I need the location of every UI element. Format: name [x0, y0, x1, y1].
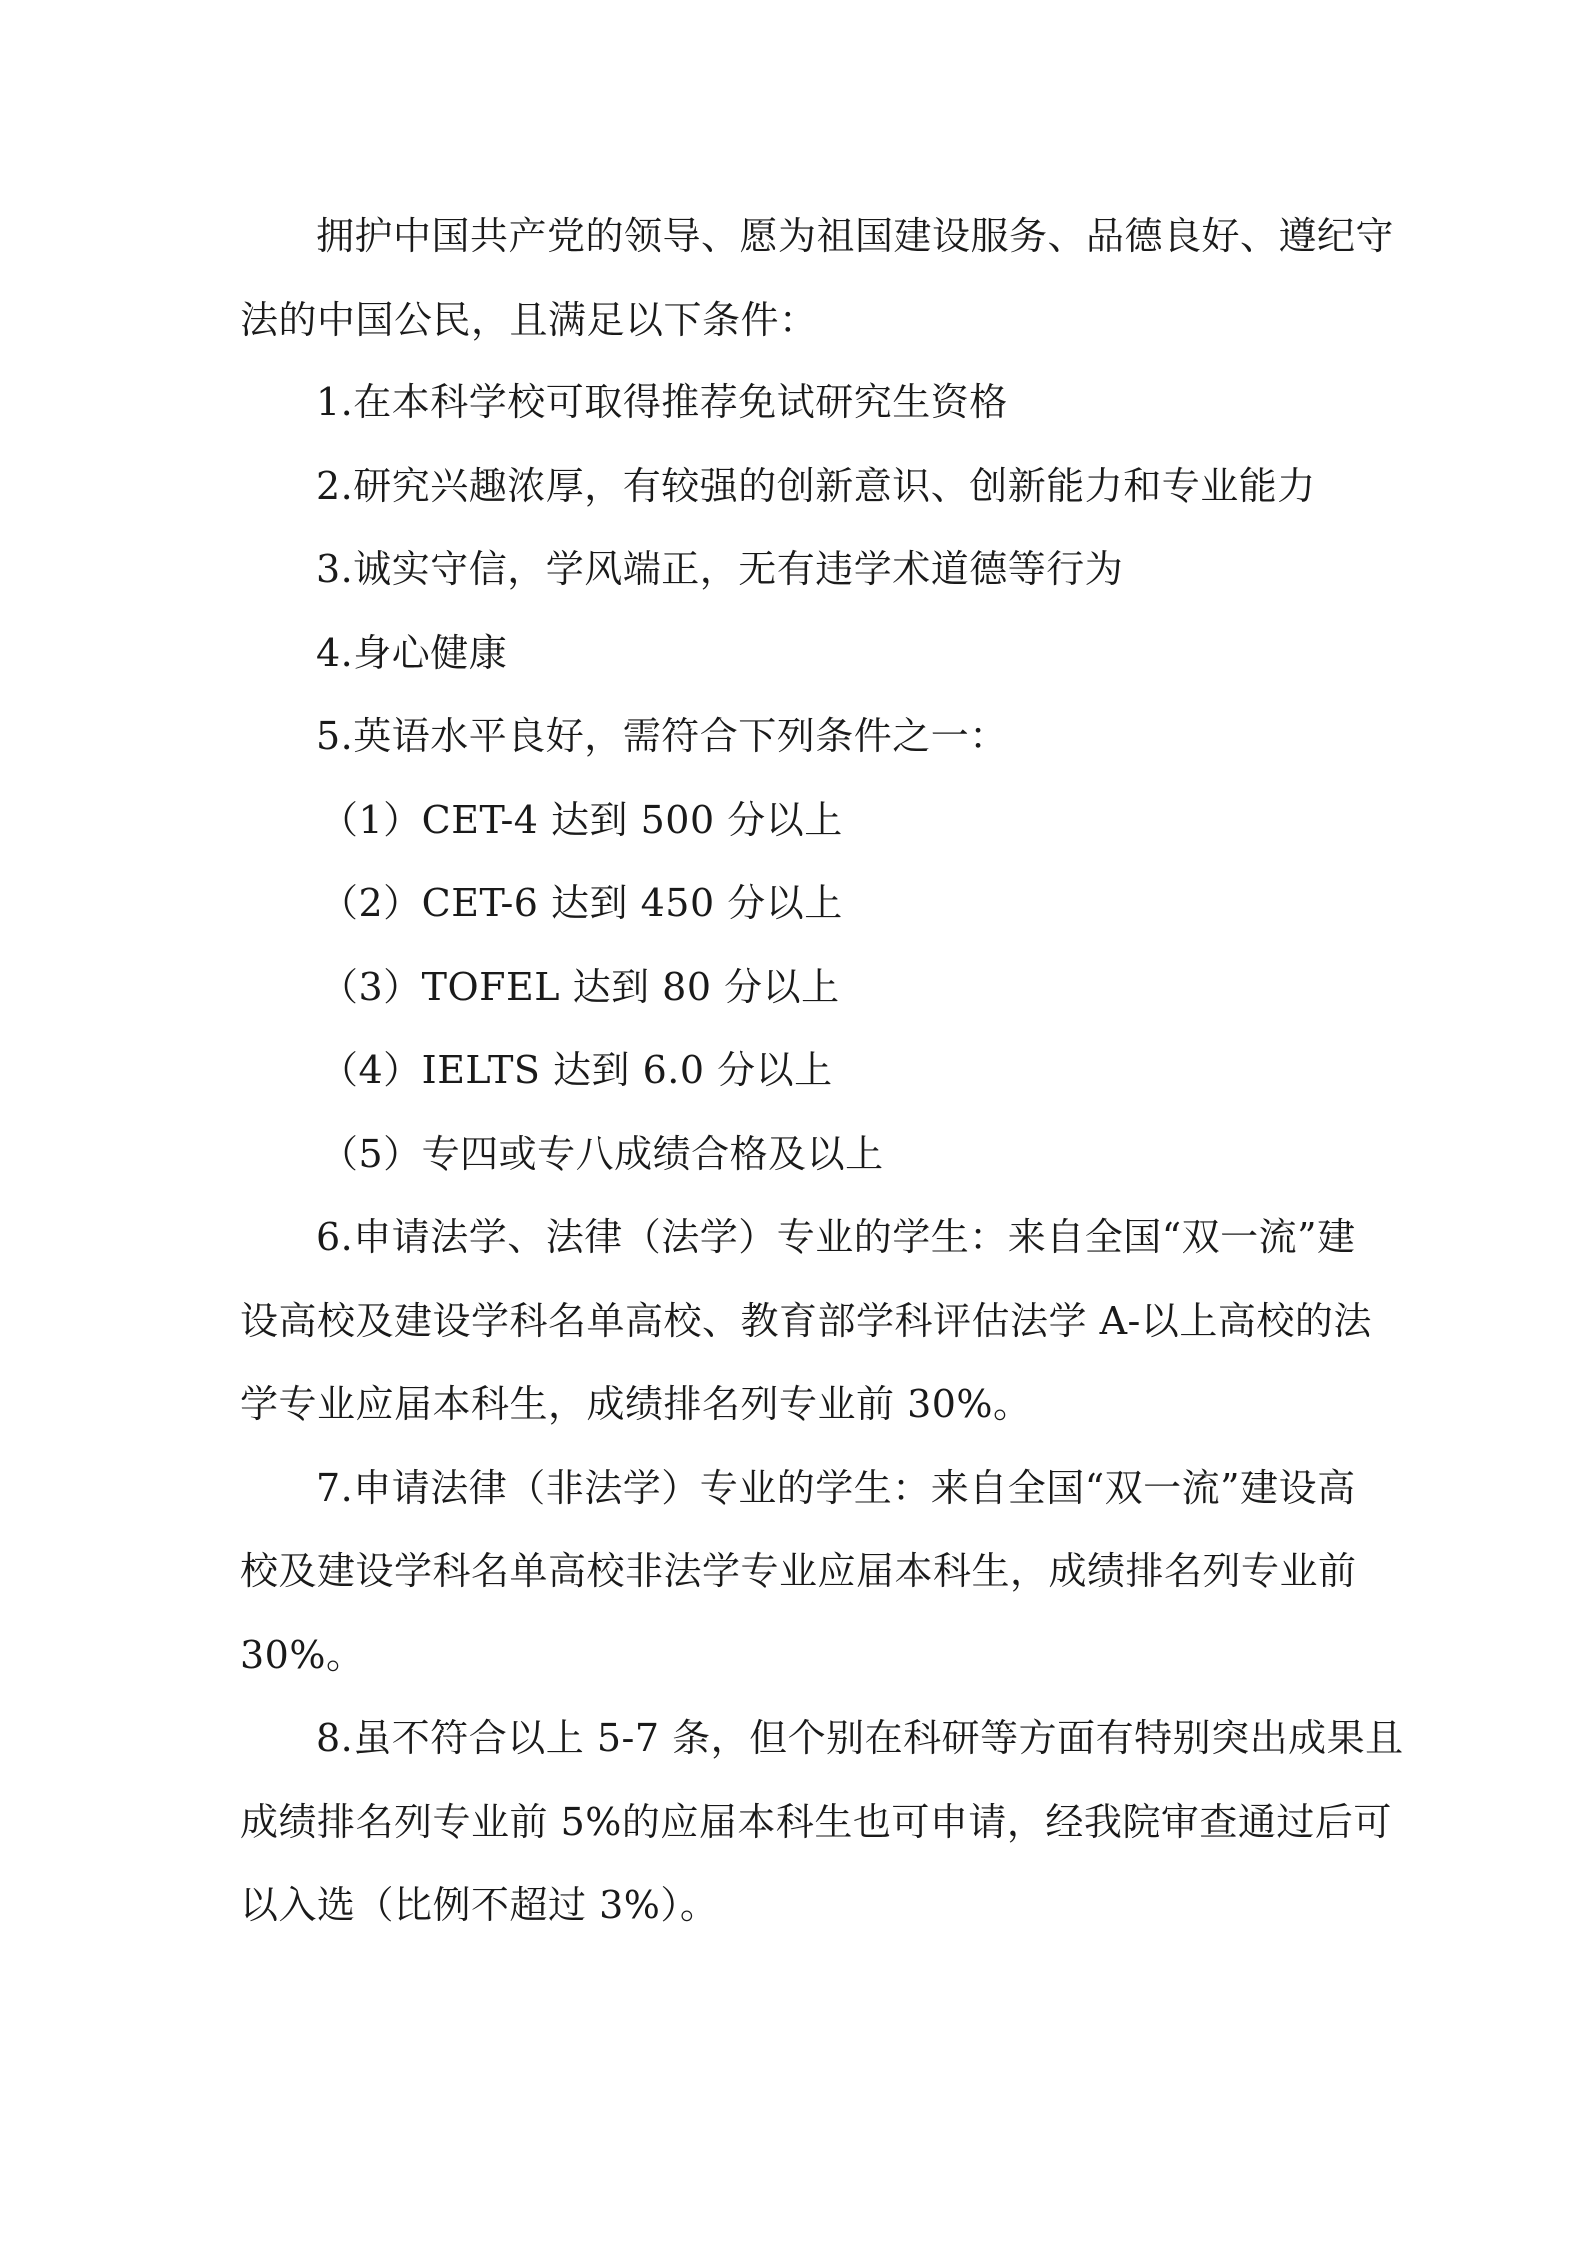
condition-4: 4.身心健康 — [316, 631, 508, 675]
condition-7-line-2: 校及建设学科名单高校非法学专业应届本科生，成绩排名列专业前 — [240, 1549, 1357, 1593]
condition-2: 2.研究兴趣浓厚，有较强的创新意识、创新能力和专业能力 — [316, 464, 1316, 508]
english-condition-1: （1）CET-4 达到 500 分以上 — [320, 798, 843, 842]
condition-8-line-3: 以入选（比例不超过 3%）。 — [240, 1883, 719, 1927]
intro-line-1: 拥护中国共产党的领导、愿为祖国建设服务、品德良好、遵纪守 — [316, 214, 1395, 258]
english-condition-5: （5）专四或专八成绩合格及以上 — [320, 1132, 884, 1176]
condition-6-line-1: 6.申请法学、法律（法学）专业的学生：来自全国“双一流”建 — [316, 1215, 1356, 1259]
condition-3: 3.诚实守信，学风端正，无有违学术道德等行为 — [316, 547, 1124, 591]
condition-7-line-3: 30%。 — [240, 1633, 365, 1677]
english-condition-3: （3）TOFEL 达到 80 分以上 — [320, 965, 840, 1009]
condition-7-line-1: 7.申请法律（非法学）专业的学生：来自全国“双一流”建设高 — [316, 1466, 1356, 1510]
condition-8-line-1: 8.虽不符合以上 5-7 条，但个别在科研等方面有特别突出成果且 — [316, 1716, 1404, 1760]
condition-5: 5.英语水平良好，需符合下列条件之一： — [316, 714, 1008, 758]
english-condition-4: （4）IELTS 达到 6.0 分以上 — [320, 1048, 833, 1092]
english-condition-2: （2）CET-6 达到 450 分以上 — [320, 881, 843, 925]
condition-6-line-3: 学专业应届本科生，成绩排名列专业前 30%。 — [240, 1382, 1032, 1426]
condition-6-line-2: 设高校及建设学科名单高校、教育部学科评估法学 A-以上高校的法 — [240, 1299, 1372, 1343]
intro-line-2: 法的中国公民，且满足以下条件： — [240, 298, 818, 342]
condition-8-line-2: 成绩排名列专业前 5%的应届本科生也可申请，经我院审查通过后可 — [240, 1800, 1392, 1844]
condition-1: 1.在本科学校可取得推荐免试研究生资格 — [316, 380, 1008, 424]
